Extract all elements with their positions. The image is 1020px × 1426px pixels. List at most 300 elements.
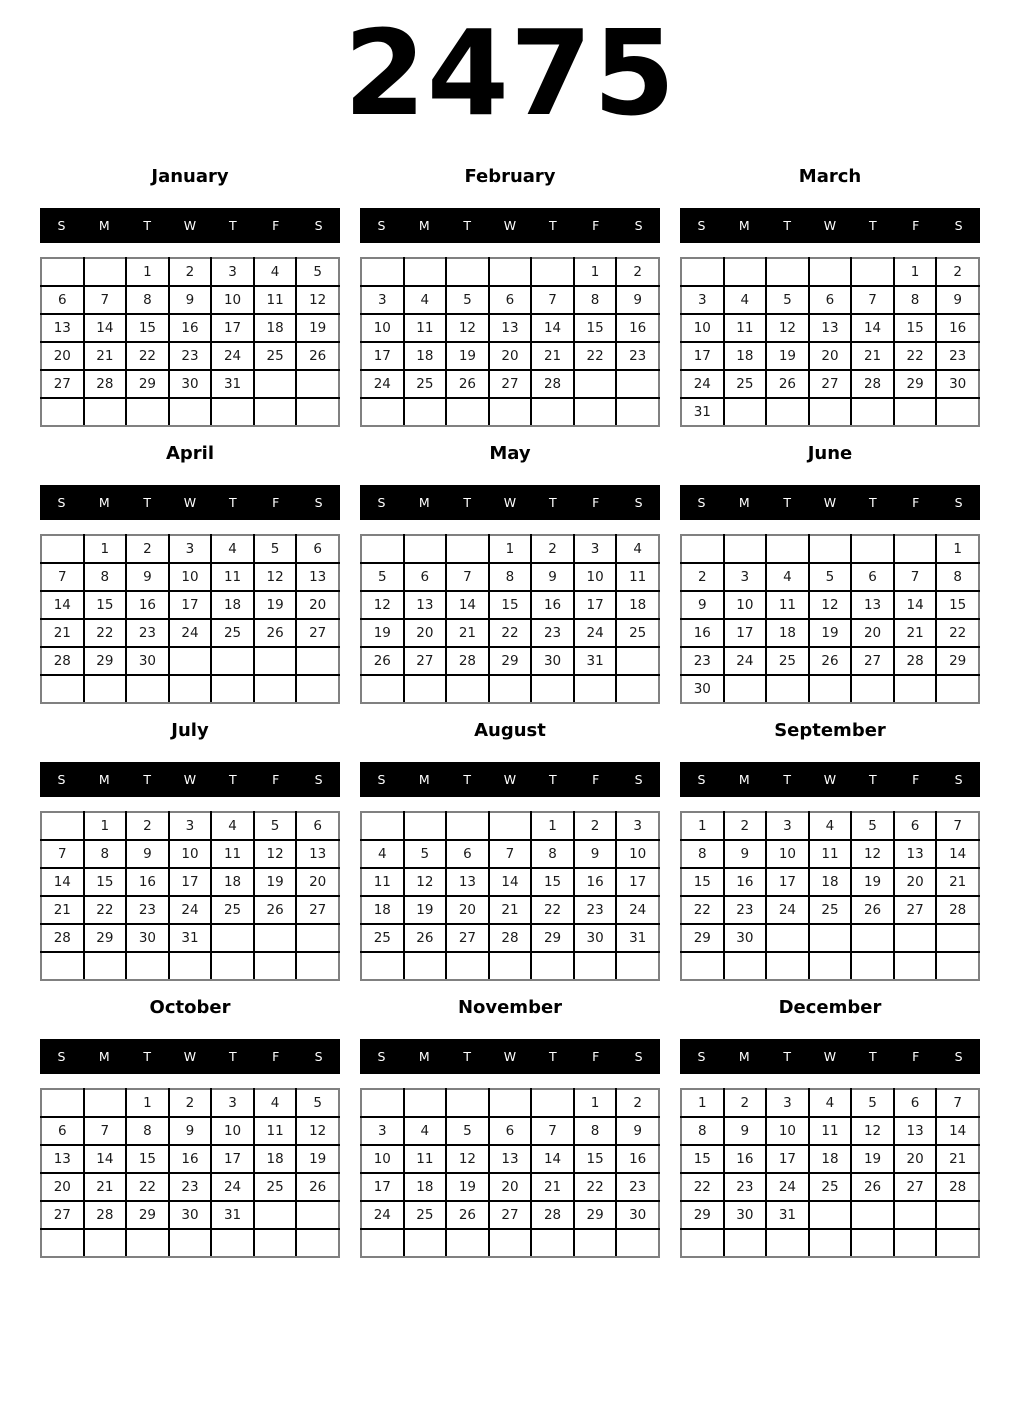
month-date-grid (680, 811, 980, 981)
empty-date-cell (766, 398, 809, 426)
date-cell: 4 (254, 1089, 297, 1117)
date-cell: 8 (681, 840, 724, 868)
empty-date-cell (84, 1089, 127, 1117)
date-cell: 7 (531, 1117, 574, 1145)
date-cell: 19 (851, 868, 894, 896)
date-cell: 8 (894, 286, 937, 314)
date-cell: 26 (404, 924, 447, 952)
date-cell: 15 (574, 1145, 617, 1173)
weekday-label: W (823, 495, 837, 510)
date-cell: 24 (616, 896, 659, 924)
empty-date-cell (296, 1201, 339, 1229)
date-cell: 3 (211, 258, 254, 286)
week-row (361, 1117, 659, 1145)
weekday-header-row (680, 208, 980, 243)
date-cell: 5 (296, 1089, 339, 1117)
date-cell: 7 (41, 563, 84, 591)
date-cell: 2 (169, 1089, 212, 1117)
date-cell: 16 (616, 1145, 659, 1173)
date-cell: 22 (936, 619, 979, 647)
weekday-label: S (954, 1049, 963, 1064)
date-cell: 30 (574, 924, 617, 952)
date-cell: 25 (211, 896, 254, 924)
weekday-label: W (183, 772, 197, 787)
date-cell: 25 (361, 924, 404, 952)
date-cell: 12 (254, 840, 297, 868)
date-cell: 25 (404, 370, 447, 398)
date-cell: 6 (446, 840, 489, 868)
empty-date-cell (809, 1229, 852, 1257)
week-row (361, 840, 659, 868)
date-cell: 24 (766, 1173, 809, 1201)
weekday-label: T (463, 772, 471, 787)
date-cell: 12 (766, 314, 809, 342)
date-cell: 19 (296, 314, 339, 342)
date-cell: 26 (296, 342, 339, 370)
date-cell: 4 (404, 1117, 447, 1145)
date-cell: 19 (446, 1173, 489, 1201)
date-cell: 10 (211, 1117, 254, 1145)
weekday-label: S (697, 495, 706, 510)
empty-date-cell (296, 952, 339, 980)
weekday-label: T (229, 218, 237, 233)
date-cell: 10 (211, 286, 254, 314)
empty-date-cell (361, 398, 404, 426)
date-cell: 8 (681, 1117, 724, 1145)
week-row (361, 286, 659, 314)
empty-date-cell (724, 535, 767, 563)
empty-date-cell (616, 647, 659, 675)
empty-date-cell (809, 1201, 852, 1229)
weekday-label: S (954, 218, 963, 233)
date-cell: 10 (616, 840, 659, 868)
date-cell: 8 (84, 840, 127, 868)
date-cell: 20 (489, 342, 532, 370)
date-cell: 21 (531, 342, 574, 370)
date-cell: 26 (254, 896, 297, 924)
week-row (41, 535, 339, 563)
date-grid-body (361, 812, 659, 980)
date-cell: 19 (361, 619, 404, 647)
date-cell: 16 (724, 868, 767, 896)
week-row (41, 1089, 339, 1117)
date-cell: 22 (574, 1173, 617, 1201)
week-row (41, 1173, 339, 1201)
empty-date-cell (404, 1089, 447, 1117)
date-cell: 17 (211, 1145, 254, 1173)
date-cell: 4 (809, 1089, 852, 1117)
date-cell: 7 (936, 812, 979, 840)
weekday-label: F (592, 1049, 600, 1064)
date-cell: 9 (936, 286, 979, 314)
date-cell: 3 (211, 1089, 254, 1117)
date-cell: 30 (724, 924, 767, 952)
date-cell: 13 (894, 840, 937, 868)
week-row (681, 563, 979, 591)
week-row (361, 258, 659, 286)
week-row (681, 314, 979, 342)
week-row (41, 924, 339, 952)
weekday-label: F (272, 495, 280, 510)
date-cell: 29 (681, 1201, 724, 1229)
empty-date-cell (766, 675, 809, 703)
date-cell: 12 (296, 286, 339, 314)
date-cell: 1 (681, 812, 724, 840)
weekday-label: T (549, 495, 557, 510)
date-cell: 26 (254, 619, 297, 647)
date-cell: 14 (531, 1145, 574, 1173)
month-date-grid (40, 534, 340, 704)
date-cell: 19 (254, 868, 297, 896)
weekday-label: S (634, 495, 643, 510)
empty-date-cell (616, 952, 659, 980)
date-cell: 30 (724, 1201, 767, 1229)
date-cell: 20 (894, 1145, 937, 1173)
empty-date-cell (84, 398, 127, 426)
date-cell: 21 (41, 619, 84, 647)
date-cell: 23 (724, 1173, 767, 1201)
week-row (361, 924, 659, 952)
date-cell: 21 (531, 1173, 574, 1201)
date-cell: 10 (681, 314, 724, 342)
date-cell: 29 (126, 370, 169, 398)
empty-date-cell (296, 675, 339, 703)
date-cell: 9 (616, 286, 659, 314)
date-cell: 3 (616, 812, 659, 840)
date-cell: 29 (531, 924, 574, 952)
empty-date-cell (894, 952, 937, 980)
weekday-label: T (869, 1049, 877, 1064)
date-grid-body (681, 1089, 979, 1257)
date-cell: 30 (936, 370, 979, 398)
date-cell: 20 (404, 619, 447, 647)
empty-date-cell (809, 952, 852, 980)
week-row (41, 896, 339, 924)
date-cell: 14 (489, 868, 532, 896)
date-cell: 28 (851, 370, 894, 398)
empty-date-cell (616, 398, 659, 426)
date-cell: 10 (724, 591, 767, 619)
date-cell: 10 (361, 1145, 404, 1173)
date-cell: 13 (809, 314, 852, 342)
date-cell: 23 (126, 896, 169, 924)
empty-date-cell (254, 924, 297, 952)
date-cell: 27 (489, 370, 532, 398)
date-cell: 1 (681, 1089, 724, 1117)
date-cell: 27 (489, 1201, 532, 1229)
date-cell: 2 (616, 1089, 659, 1117)
empty-date-cell (169, 952, 212, 980)
empty-date-cell (616, 1229, 659, 1257)
weekday-label: S (697, 218, 706, 233)
week-row (41, 952, 339, 980)
date-cell: 20 (809, 342, 852, 370)
date-cell: 28 (489, 924, 532, 952)
date-cell: 7 (446, 563, 489, 591)
date-cell: 6 (41, 286, 84, 314)
date-cell: 20 (446, 896, 489, 924)
date-cell: 31 (574, 647, 617, 675)
empty-date-cell (489, 675, 532, 703)
empty-date-cell (361, 812, 404, 840)
date-cell: 26 (809, 647, 852, 675)
date-cell: 17 (724, 619, 767, 647)
date-cell: 25 (254, 342, 297, 370)
date-cell: 23 (531, 619, 574, 647)
date-cell: 24 (211, 1173, 254, 1201)
weekday-label: M (738, 1049, 750, 1064)
date-cell: 30 (531, 647, 574, 675)
date-cell: 15 (126, 1145, 169, 1173)
date-cell: 9 (169, 286, 212, 314)
date-cell: 17 (361, 342, 404, 370)
weekday-label: S (697, 772, 706, 787)
date-cell: 17 (766, 1145, 809, 1173)
date-cell: 13 (489, 1145, 532, 1173)
date-cell: 2 (574, 812, 617, 840)
empty-date-cell (724, 258, 767, 286)
date-cell: 13 (41, 314, 84, 342)
empty-date-cell (361, 258, 404, 286)
date-cell: 19 (404, 896, 447, 924)
empty-date-cell (404, 952, 447, 980)
date-cell: 11 (809, 1117, 852, 1145)
empty-date-cell (169, 398, 212, 426)
date-cell: 22 (681, 896, 724, 924)
month-block (360, 997, 660, 1258)
date-cell: 6 (404, 563, 447, 591)
date-cell: 5 (766, 286, 809, 314)
weekday-label: S (57, 772, 66, 787)
date-cell: 21 (936, 868, 979, 896)
date-cell: 27 (404, 647, 447, 675)
date-cell: 6 (809, 286, 852, 314)
date-cell: 11 (361, 868, 404, 896)
date-cell: 11 (404, 1145, 447, 1173)
empty-date-cell (936, 924, 979, 952)
date-grid-body (41, 258, 339, 426)
date-cell: 27 (809, 370, 852, 398)
empty-date-cell (681, 1229, 724, 1257)
weekday-label: W (823, 772, 837, 787)
week-row (681, 535, 979, 563)
date-cell: 15 (681, 868, 724, 896)
date-cell: 24 (681, 370, 724, 398)
weekday-label: T (229, 495, 237, 510)
date-cell: 4 (724, 286, 767, 314)
date-cell: 18 (766, 619, 809, 647)
week-row (361, 896, 659, 924)
date-cell: 25 (616, 619, 659, 647)
weekday-label: W (183, 1049, 197, 1064)
date-cell: 22 (84, 896, 127, 924)
date-cell: 26 (766, 370, 809, 398)
month-block (40, 720, 340, 981)
date-cell: 18 (211, 868, 254, 896)
date-cell: 25 (254, 1173, 297, 1201)
month-block (360, 166, 660, 427)
month-date-grid (360, 811, 660, 981)
date-cell: 13 (894, 1117, 937, 1145)
empty-date-cell (41, 258, 84, 286)
date-cell: 14 (936, 840, 979, 868)
week-row (361, 1229, 659, 1257)
date-cell: 27 (41, 370, 84, 398)
empty-date-cell (41, 1229, 84, 1257)
date-cell: 20 (296, 591, 339, 619)
empty-date-cell (404, 812, 447, 840)
empty-date-cell (254, 952, 297, 980)
weekday-label: M (98, 1049, 110, 1064)
empty-date-cell (296, 647, 339, 675)
date-cell: 16 (574, 868, 617, 896)
empty-date-cell (404, 675, 447, 703)
date-cell: 30 (169, 370, 212, 398)
weekday-label: S (697, 1049, 706, 1064)
date-cell: 31 (681, 398, 724, 426)
month-date-grid (40, 257, 340, 427)
date-cell: 5 (254, 812, 297, 840)
date-cell: 18 (809, 1145, 852, 1173)
empty-date-cell (936, 1229, 979, 1257)
week-row (681, 258, 979, 286)
date-cell: 21 (41, 896, 84, 924)
date-cell: 23 (574, 896, 617, 924)
date-cell: 5 (361, 563, 404, 591)
date-cell: 13 (489, 314, 532, 342)
empty-date-cell (616, 675, 659, 703)
weekday-label: M (738, 495, 750, 510)
weekday-label: S (314, 218, 323, 233)
date-cell: 19 (296, 1145, 339, 1173)
date-cell: 27 (296, 619, 339, 647)
date-cell: 2 (616, 258, 659, 286)
date-cell: 1 (84, 535, 127, 563)
date-cell: 28 (894, 647, 937, 675)
date-cell: 2 (936, 258, 979, 286)
weekday-label: T (869, 218, 877, 233)
weekday-header-row (680, 1039, 980, 1074)
weekday-label: S (954, 772, 963, 787)
empty-date-cell (531, 675, 574, 703)
empty-date-cell (766, 1229, 809, 1257)
weekday-label: S (634, 1049, 643, 1064)
date-cell: 19 (809, 619, 852, 647)
date-cell: 8 (936, 563, 979, 591)
date-cell: 5 (446, 1117, 489, 1145)
weekday-label: S (314, 1049, 323, 1064)
empty-date-cell (851, 675, 894, 703)
empty-date-cell (936, 398, 979, 426)
empty-date-cell (296, 398, 339, 426)
date-cell: 16 (724, 1145, 767, 1173)
date-cell: 29 (126, 1201, 169, 1229)
date-cell: 27 (894, 896, 937, 924)
month-date-grid (360, 1088, 660, 1258)
date-cell: 16 (531, 591, 574, 619)
date-cell: 11 (254, 1117, 297, 1145)
week-row (361, 647, 659, 675)
week-row (681, 1229, 979, 1257)
date-cell: 8 (574, 286, 617, 314)
date-grid-body (361, 1089, 659, 1257)
date-cell: 18 (724, 342, 767, 370)
empty-date-cell (616, 370, 659, 398)
empty-date-cell (446, 1089, 489, 1117)
months-grid (40, 166, 980, 1258)
date-cell: 11 (724, 314, 767, 342)
date-cell: 26 (446, 1201, 489, 1229)
date-cell: 5 (851, 812, 894, 840)
date-cell: 31 (616, 924, 659, 952)
week-row (41, 591, 339, 619)
date-cell: 27 (851, 647, 894, 675)
date-cell: 31 (211, 370, 254, 398)
date-cell: 15 (574, 314, 617, 342)
empty-date-cell (851, 952, 894, 980)
date-cell: 23 (616, 1173, 659, 1201)
date-cell: 7 (84, 1117, 127, 1145)
date-cell: 27 (296, 896, 339, 924)
date-cell: 23 (126, 619, 169, 647)
weekday-label: W (503, 1049, 517, 1064)
month-block (40, 166, 340, 427)
week-row (41, 812, 339, 840)
date-cell: 8 (126, 286, 169, 314)
empty-date-cell (489, 1229, 532, 1257)
date-cell: 27 (41, 1201, 84, 1229)
weekday-label: W (183, 218, 197, 233)
week-row (41, 840, 339, 868)
date-cell: 2 (169, 258, 212, 286)
week-row (681, 868, 979, 896)
date-cell: 14 (41, 868, 84, 896)
empty-date-cell (894, 924, 937, 952)
empty-date-cell (254, 398, 297, 426)
empty-date-cell (489, 1089, 532, 1117)
date-cell: 12 (361, 591, 404, 619)
month-date-grid (40, 1088, 340, 1258)
week-row (361, 1173, 659, 1201)
weekday-label: S (57, 495, 66, 510)
month-date-grid (360, 534, 660, 704)
date-cell: 23 (169, 1173, 212, 1201)
date-cell: 18 (404, 1173, 447, 1201)
date-cell: 25 (404, 1201, 447, 1229)
date-cell: 16 (616, 314, 659, 342)
date-cell: 3 (766, 1089, 809, 1117)
date-cell: 26 (851, 1173, 894, 1201)
date-grid-body (681, 812, 979, 980)
date-cell: 16 (169, 1145, 212, 1173)
date-cell: 19 (851, 1145, 894, 1173)
date-cell: 28 (41, 647, 84, 675)
week-row (41, 619, 339, 647)
date-cell: 8 (126, 1117, 169, 1145)
week-row (41, 342, 339, 370)
date-cell: 7 (531, 286, 574, 314)
date-grid-body (361, 258, 659, 426)
date-cell: 11 (254, 286, 297, 314)
month-block (680, 997, 980, 1258)
date-cell: 5 (404, 840, 447, 868)
date-grid-body (41, 812, 339, 980)
date-cell: 11 (211, 840, 254, 868)
week-row (361, 1089, 659, 1117)
weekday-label: S (954, 495, 963, 510)
empty-date-cell (809, 535, 852, 563)
date-cell: 11 (809, 840, 852, 868)
